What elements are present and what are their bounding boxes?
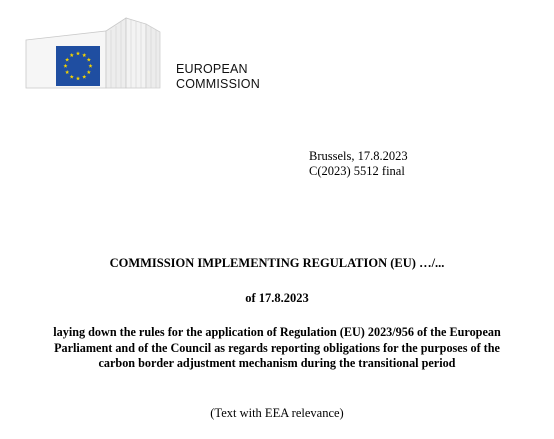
eea-relevance-note: (Text with EEA relevance) [210, 406, 344, 420]
subject-line: Parliament and of the Council as regards reporting obligations for the purposes of the [54, 340, 500, 355]
org-name-line2: COMMISSION [176, 77, 260, 91]
document-date: of 17.8.2023 [245, 291, 309, 305]
document-meta [309, 149, 408, 179]
document-reference: C(2023) 5512 final [309, 164, 405, 178]
subject-line: carbon border adjustment mechanism during the transitional period [98, 356, 456, 370]
subject-line: laying down the rules for the application of Regulation (EU) 2023/956 of the European [53, 325, 501, 339]
org-name-line1: EUROPEAN [176, 62, 248, 76]
document-subject [20, 325, 534, 372]
document-title: COMMISSION IMPLEMENTING REGULATION (EU) …/... [109, 256, 445, 270]
eu-flag-icon [56, 46, 100, 86]
organization-name [176, 62, 260, 92]
european-commission-logo [22, 10, 172, 96]
place-date: Brussels, 17.8.2023 [309, 149, 408, 163]
